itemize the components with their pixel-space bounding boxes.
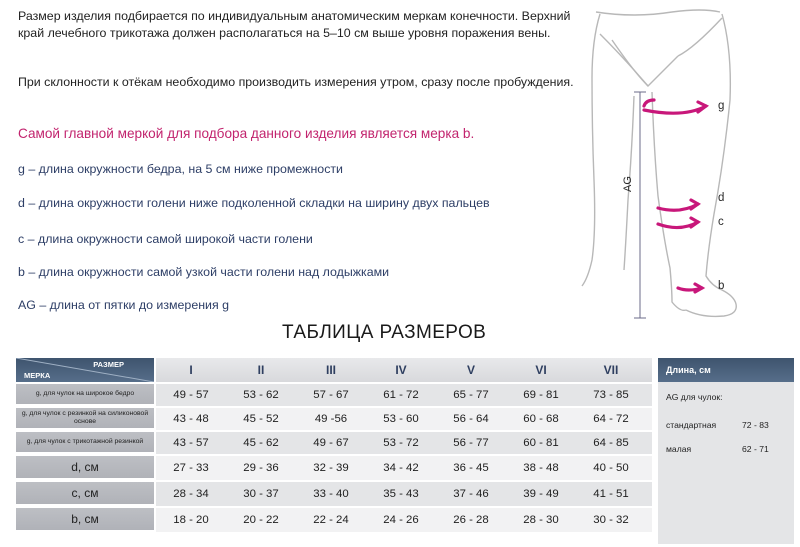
size-header-band [156, 358, 652, 382]
table-cell: 43 - 48 [173, 413, 209, 425]
size-header: VII [603, 363, 619, 377]
table-cell: 60 - 68 [523, 413, 559, 425]
table-cell: 43 - 57 [173, 437, 209, 449]
size-table-header [16, 358, 652, 384]
label-b: b [718, 280, 725, 292]
table-cell: 56 - 64 [453, 413, 489, 425]
length-subtitle: AG для чулок: [666, 392, 723, 402]
table-cell: 29 - 36 [243, 462, 279, 474]
table-cell: 24 - 26 [383, 514, 419, 526]
label-g: g [718, 100, 725, 112]
size-header: IV [395, 363, 407, 377]
length-panel-header: Длина, см [658, 358, 794, 382]
row-values [156, 508, 652, 534]
size-header: VI [535, 363, 547, 377]
intro-text-1: Размер изделия подбирается по индивидуальным анатомическим меркам конечности. Верхний край лечебного трикотажа должен располагаться на 5–10 см выше уровня поражения вены. [18, 9, 571, 40]
table-cell: 73 - 85 [593, 389, 629, 401]
table-cell: 65 - 77 [453, 389, 489, 401]
table-cell: 30 - 32 [593, 514, 629, 526]
table-row [16, 456, 652, 482]
definition-c: c – длина окружности самой широкой части голени [18, 232, 313, 246]
table-cell: 39 - 49 [523, 488, 559, 500]
table-cell: 53 - 72 [383, 437, 419, 449]
table-cell: 57 - 67 [313, 389, 349, 401]
label-c: c [718, 216, 724, 228]
length-value-standard: 72 - 83 [742, 420, 769, 430]
table-row [16, 432, 652, 456]
size-header: V [466, 363, 475, 377]
table-cell: 28 - 30 [523, 514, 559, 526]
definition-b: b – длина окружности самой узкой части голени над лодыжками [18, 265, 390, 279]
table-cell: 45 - 62 [243, 437, 279, 449]
intro-text-2: При склонности к отёкам необходимо производить измерения утром, сразу после пробуждения. [18, 75, 574, 89]
table-row [16, 384, 652, 408]
table-cell: 38 - 48 [523, 462, 559, 474]
length-label-standard: стандартная [666, 420, 717, 430]
length-panel [658, 358, 794, 544]
table-row [16, 482, 652, 508]
row-values [156, 456, 652, 482]
definition-d: d – длина окружности голени ниже подколенной складки на ширину двух пальцев [18, 196, 490, 210]
row-values [156, 408, 652, 432]
table-corner [16, 358, 154, 382]
main-measure-note: Самой главной меркой для подбора данного изделия является мерка b. [18, 126, 475, 141]
table-title: ТАБЛИЦА РАЗМЕРОВ [282, 322, 487, 343]
leg-illustration [574, 0, 800, 320]
table-cell: 49 -56 [314, 413, 348, 425]
table-cell: 22 - 24 [313, 514, 349, 526]
table-cell: 36 - 45 [453, 462, 489, 474]
corner-measure-label: МЕРКА [24, 371, 51, 380]
table-cell: 64 - 72 [593, 413, 629, 425]
table-cell: 56 - 77 [453, 437, 489, 449]
table-cell: 26 - 28 [453, 514, 489, 526]
table-cell: 53 - 60 [383, 413, 419, 425]
intro-paragraph-2 [18, 74, 578, 91]
table-cell: 34 - 42 [383, 462, 419, 474]
size-table [16, 358, 652, 534]
row-values [156, 482, 652, 508]
size-header: I [189, 363, 193, 377]
table-cell: 49 - 67 [313, 437, 349, 449]
definition-ag: AG – длина от пятки до измерения g [18, 298, 230, 312]
row-label: c, см [16, 482, 154, 506]
table-cell: 27 - 33 [173, 462, 209, 474]
table-cell: 41 - 51 [593, 488, 629, 500]
table-cell: 60 - 81 [523, 437, 559, 449]
size-header: III [325, 363, 336, 377]
table-cell: 32 - 39 [313, 462, 349, 474]
table-cell: 53 - 62 [243, 389, 279, 401]
label-ag: AG [622, 176, 634, 192]
table-cell: 35 - 43 [383, 488, 419, 500]
table-cell: 20 - 22 [243, 514, 279, 526]
table-cell: 49 - 57 [173, 389, 209, 401]
table-cell: 61 - 72 [383, 389, 419, 401]
row-label: g, для чулок с трикотажной резинкой [16, 432, 154, 454]
label-d: d [718, 192, 725, 204]
table-cell: 33 - 40 [313, 488, 349, 500]
row-label: b, см [16, 508, 154, 532]
table-cell: 30 - 37 [243, 488, 279, 500]
corner-size-label: РАЗМЕР [93, 360, 124, 369]
table-cell: 28 - 34 [173, 488, 209, 500]
table-row [16, 408, 652, 432]
intro-paragraph-1 [18, 8, 578, 42]
row-label: d, см [16, 456, 154, 480]
table-cell: 18 - 20 [173, 514, 209, 526]
row-label: g, для чулок с резинкой на силиконовой основе [16, 408, 154, 430]
leg-outline [582, 10, 736, 316]
row-values [156, 432, 652, 456]
row-label: g, для чулок на широкое бедро [16, 384, 154, 406]
table-cell: 64 - 85 [593, 437, 629, 449]
length-value-small: 62 - 71 [742, 444, 769, 454]
length-label-small: малая [666, 444, 692, 454]
table-cell: 40 - 50 [593, 462, 629, 474]
size-header: II [257, 363, 265, 377]
table-cell: 45 - 52 [243, 413, 279, 425]
table-cell: 37 - 46 [453, 488, 489, 500]
definition-g: g – длина окружности бедра, на 5 см ниже промежности [18, 162, 343, 176]
table-cell: 69 - 81 [523, 389, 559, 401]
row-values [156, 384, 652, 408]
table-row [16, 508, 652, 534]
